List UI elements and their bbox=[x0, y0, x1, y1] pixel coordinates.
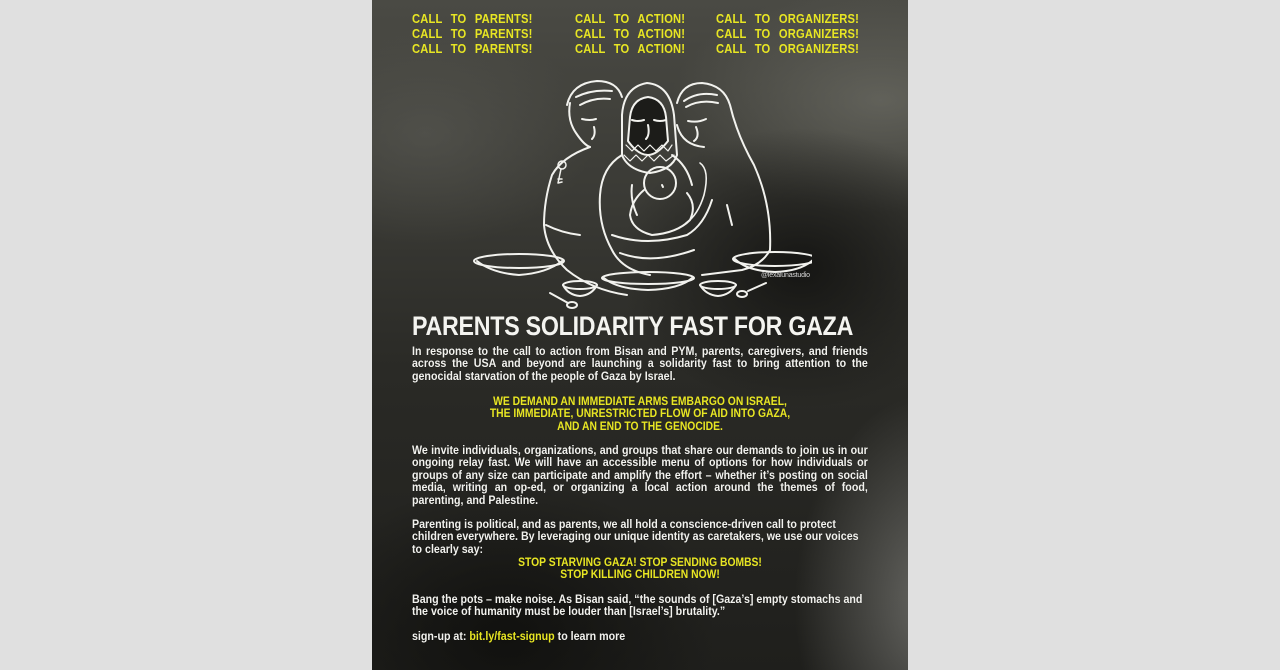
demands-block bbox=[412, 395, 868, 432]
signup-line bbox=[412, 630, 868, 642]
slogan-line: STOP STARVING GAZA! STOP SENDING BOMBS! bbox=[518, 555, 762, 569]
slogans-block bbox=[412, 556, 868, 581]
signup-link[interactable]: bit.ly/fast-signup bbox=[469, 629, 555, 643]
slogan-line: STOP KILLING CHILDREN NOW! bbox=[560, 567, 720, 582]
call-banner bbox=[412, 11, 868, 56]
signup-prefix: sign-up at: bbox=[412, 629, 470, 643]
call-line: CALL TO ACTION! bbox=[574, 41, 686, 56]
demand-line: AND AN END TO THE GENOCIDE. bbox=[557, 418, 723, 433]
signup-suffix: to learn more bbox=[554, 629, 626, 643]
parenting-paragraph: Parenting is political, and as parents, we all hold a conscience-driven call to protect children everywhere. By leveraging our unique identity as caretakers, we use our voices to clearly say: bbox=[412, 517, 859, 556]
intro-paragraph: In response to the call to action from Bisan and PYM, parents, caregivers, and friends across the USA and beyond are launching a solidarity fast to bring attention to the genocidal starvation of the people of Gaza by Israel. bbox=[412, 344, 868, 383]
call-line: CALL TO ACTION! bbox=[574, 11, 686, 26]
call-column-organizers bbox=[716, 11, 882, 56]
call-line: CALL TO ACTION! bbox=[574, 26, 686, 41]
call-line: CALL TO ORGANIZERS! bbox=[715, 41, 859, 56]
poster-title: PARENTS SOLIDARITY FAST FOR GAZA bbox=[412, 311, 854, 341]
poster bbox=[372, 0, 908, 670]
demand-line: WE DEMAND AN IMMEDIATE ARMS EMBARGO ON ISRAEL, bbox=[493, 394, 787, 408]
call-line: CALL TO PARENTS! bbox=[412, 41, 533, 56]
call-line: CALL TO PARENTS! bbox=[412, 26, 533, 41]
call-line: CALL TO ORGANIZERS! bbox=[715, 26, 859, 41]
bang-paragraph: Bang the pots – make noise. As Bisan said, “the sounds of [Gaza’s] empty stomachs and the voice of humanity must be louder than [Israel’s] brutality.” bbox=[412, 592, 863, 619]
call-column-parents bbox=[412, 11, 552, 56]
invite-paragraph: We invite individuals, organizations, and groups that share our demands to join us in our ongoing relay fast. We will have an accessible menu of options for how individuals or groups of any size can participate and amplify the effort – whether it’s posting on social media, writing an op-ed, or organizing a local action around the themes of food, parenting, and Palestine. bbox=[412, 443, 868, 507]
call-line: CALL TO PARENTS! bbox=[412, 11, 533, 26]
call-line: CALL TO ORGANIZERS! bbox=[715, 11, 859, 26]
artist-credit: @lexalunastudio bbox=[761, 272, 810, 279]
call-column-action bbox=[575, 11, 703, 56]
demand-line: THE IMMEDIATE, UNRESTRICTED FLOW OF AID INTO GAZA, bbox=[489, 406, 791, 421]
